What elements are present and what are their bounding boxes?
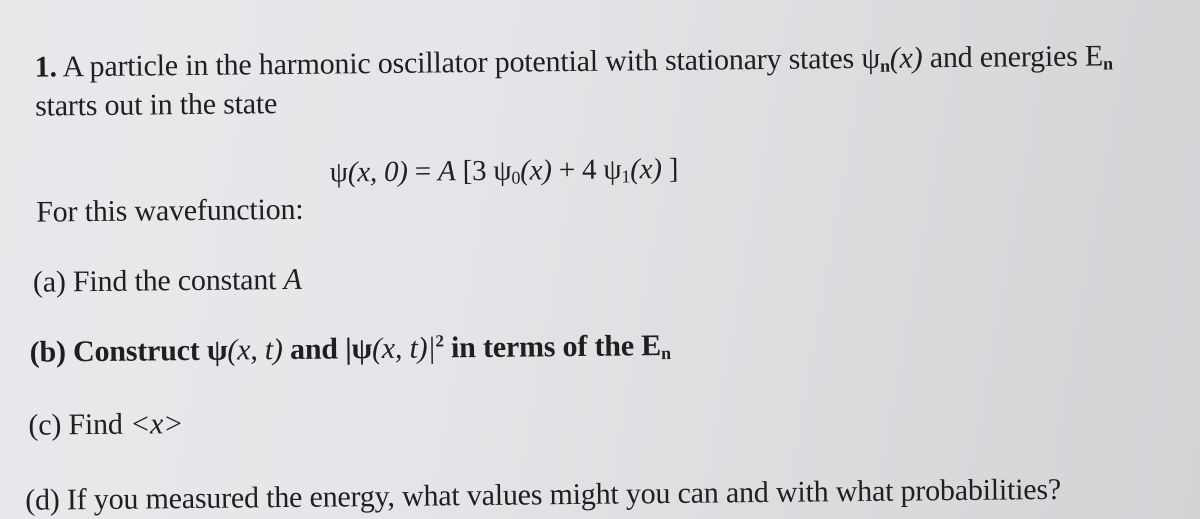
part-d: (d) If you measured the energy, what values might you can and with what probabilities? [25, 472, 1062, 517]
part-c [28, 407, 183, 443]
equals-sign: = [407, 155, 439, 188]
part-b-subscript-n: n [660, 342, 671, 364]
psi1-symbol: ψ [603, 153, 622, 186]
part-b-square: 2 [435, 331, 444, 351]
psi1-args: (x) [630, 153, 662, 186]
part-a-variable: A [283, 262, 302, 297]
part-a-text: (a) Find the constant [32, 263, 284, 299]
subscript-0: 0 [511, 167, 521, 188]
part-b [30, 329, 671, 371]
part-a [33, 263, 302, 300]
part-c-expectation: <x> [129, 407, 184, 441]
part-b-args: (x, t) [227, 333, 283, 367]
psi-symbol: ψ [329, 156, 348, 189]
intro-text: For this wavefunction: [36, 192, 304, 229]
subscript-n: n [879, 55, 890, 76]
psi-symbol-2: ψ [351, 332, 373, 366]
energy-subscript-n: n [1102, 53, 1113, 74]
energies-text: and energies E [922, 39, 1104, 75]
psi0-args: (x) [520, 154, 552, 187]
x-argument: (x) [889, 41, 923, 75]
bracket-close: ] [661, 152, 679, 186]
psi0-symbol: ψ [493, 154, 512, 187]
problem-statement-line-2: starts out in the state [34, 87, 278, 123]
equation-lhs-args: (x, 0) [347, 155, 408, 189]
problem-text: A particle in the harmonic oscillator potential with stationary states [62, 41, 862, 84]
initial-state-equation [330, 153, 679, 191]
problem-number: 1. [34, 50, 57, 84]
part-b-tail: in terms of the E [443, 329, 662, 365]
psi-symbol: ψ [206, 333, 228, 367]
part-b-text: (b) Construct [29, 333, 208, 369]
constant-A: A [437, 155, 456, 188]
psi-symbol: ψ [861, 41, 881, 75]
part-b-args-2: (x, t)| [371, 331, 436, 366]
problem-statement-line-1 [35, 39, 1113, 85]
subscript-1: 1 [621, 166, 631, 187]
plus-term: + 4 [551, 153, 604, 187]
part-b-and: and | [282, 332, 352, 367]
bracket-open: [3 [455, 154, 494, 188]
part-c-text: (c) Find [28, 407, 131, 442]
